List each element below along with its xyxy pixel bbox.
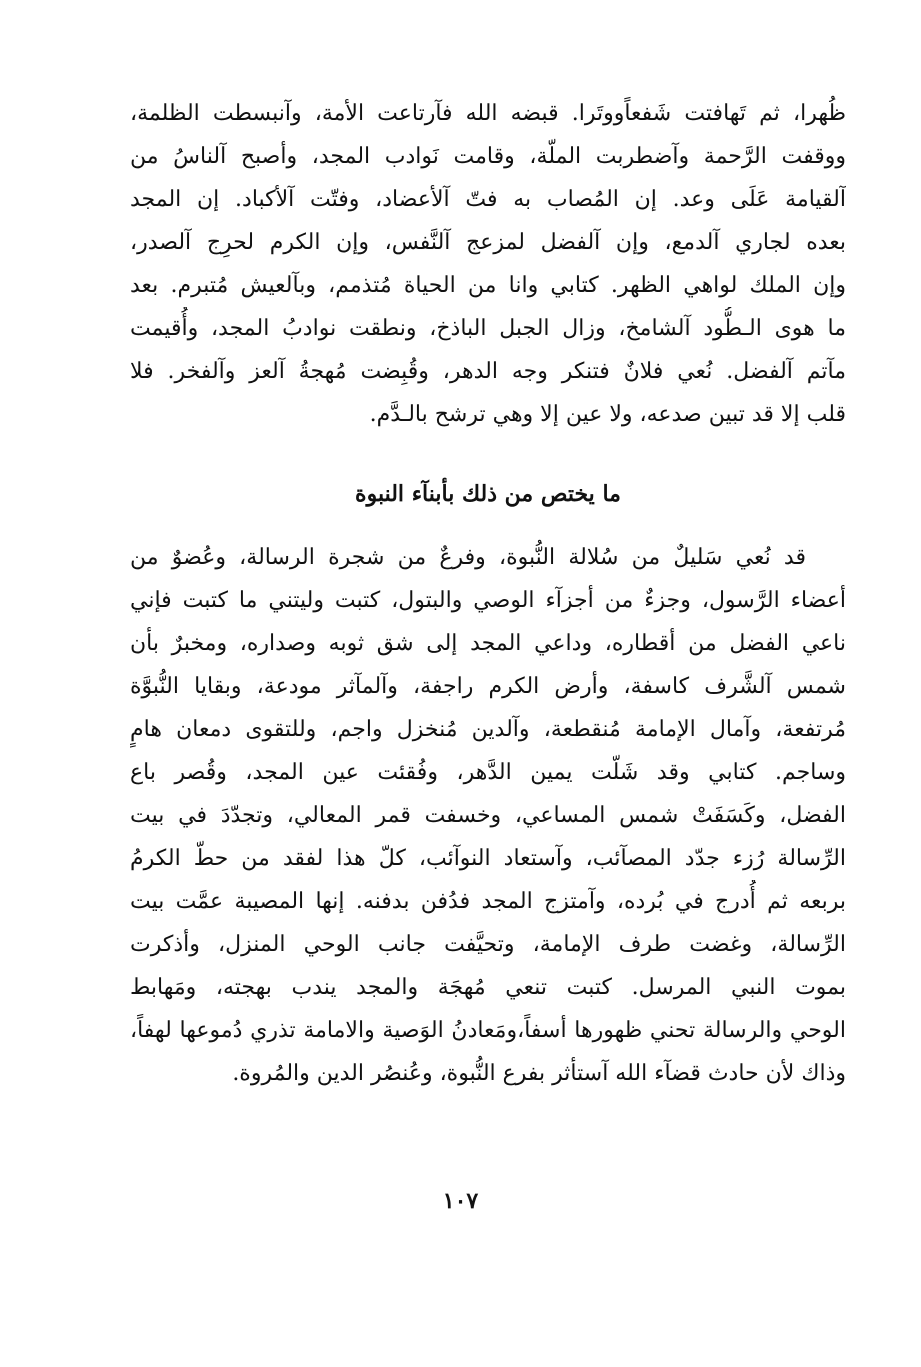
text-line: بموت النبي المرسل. كتبت تنعي مُهجَة والمجد يندب بهجته، ومَهابط (130, 975, 846, 1000)
page-body (130, 92, 846, 1095)
text-line: الفضل، وكَسَفَتْ شمس المساعي، وخسفت قمر المعالي، وتجدّدَ في بيت (130, 803, 846, 828)
text-line: بعده لجاري آلدمع، وإن آلفضل لمزعج آلنَّفس، وإن الكرم لحرِج آلصدر، (130, 230, 846, 255)
text-line: شمس آلشَّرف كاسفة، وأرض الكرم راجفة، وآلمآثر مودعة، وبقايا النُّبوَّة (130, 674, 846, 699)
text-line: ناعي الفضل من أقطاره، وداعي المجد إلى شق ثوبه وصداره، ومخبرٌ بأن (130, 631, 846, 656)
page-number: ١٠٧ (442, 1188, 479, 1214)
text-line: الرِّسالة، وغضت طرف الإمامة، وتحيَّفت جانب الوحي المنزل، وأذكرت (130, 932, 846, 957)
paragraph-1 (130, 92, 846, 436)
text-line: مآتم آلفضل. نُعي فلانٌ فتنكر وجه الدهر، وقُبِضت مُهجةُ آلعز وآلفخر. فلا (130, 359, 846, 384)
paragraph-2 (130, 536, 846, 1095)
text-line: آلقيامة عَلَى وعد. إن المُصاب به فتّ آلأعضاد، وفتّت آلأكباد. إن المجد (130, 187, 846, 212)
section-heading: ما يختص من ذلك بأبنآء النبوة (355, 481, 621, 507)
text-line: أعضاء الرَّسول، وجزءٌ من أجزآء الوصي والبتول، كتبت وليتني ما كتبت فإني (130, 588, 846, 613)
text-line: مُرتفعة، وآمال الإمامة مُنقطعة، وآلدين مُنخزل واجم، وللتقوى دمعان هامٍ (130, 717, 846, 742)
text-line: ظُهرا، ثم تَهافتت شَفعاًووتَرا. قبضه الله فآرتاعت الأمة، وآنبسطت الظلمة، (130, 101, 846, 126)
text-line: قد نُعي سَليلٌ من سُلالة النُّبوة، وفرعٌ من شجرة الرسالة، وعُضوٌ من (130, 545, 806, 570)
text-line: الوحي والرسالة تحني ظهورها أسفاً،ومَعادنُ الوَصية والامامة تذري دُموعها لهفاً، (130, 1018, 846, 1043)
text-line: وإن الملك لواهي الظهر. كتابي وانا من الحياة مُتذمم، وبآلعيش مُتبرم. بعد (130, 273, 846, 298)
text-line: وذاك لأن حادث قضآء الله آستأثر بفرع النُّبوة، وعُنصُر الدين والمُروة. (232, 1061, 846, 1086)
text-line: الرِّسالة رُزء جدّد المصآئب، وآستعاد النوآئب، كلّ هذا لفقد من حطّ الكرمُ (130, 846, 846, 871)
text-line: قلب إلا قد تبين صدعه، ولا عين إلا وهي ترشح بالـدَّم. (369, 402, 846, 427)
text-line: بربعه ثم أُدرج في بُرده، وآمتزج المجد فدُفن بدفنه. إنها المصيبة عمَّت بيت (130, 889, 846, 914)
text-line: وساجم. كتابي وقد شَلّت يمين الدَّهر، وفُقئت عين المجد، وقُصر باع (130, 760, 846, 785)
text-line: ما هوى الـطُّود آلشامخ، وزال الجبل الباذخ، ونطقت نوادبُ المجد، وأُقيمت (130, 316, 846, 341)
text-line: ووقفت الرَّحمة وآضطربت الملّة، وقامت نَوادب المجد، وأصبح آلناسُ من (130, 144, 846, 169)
